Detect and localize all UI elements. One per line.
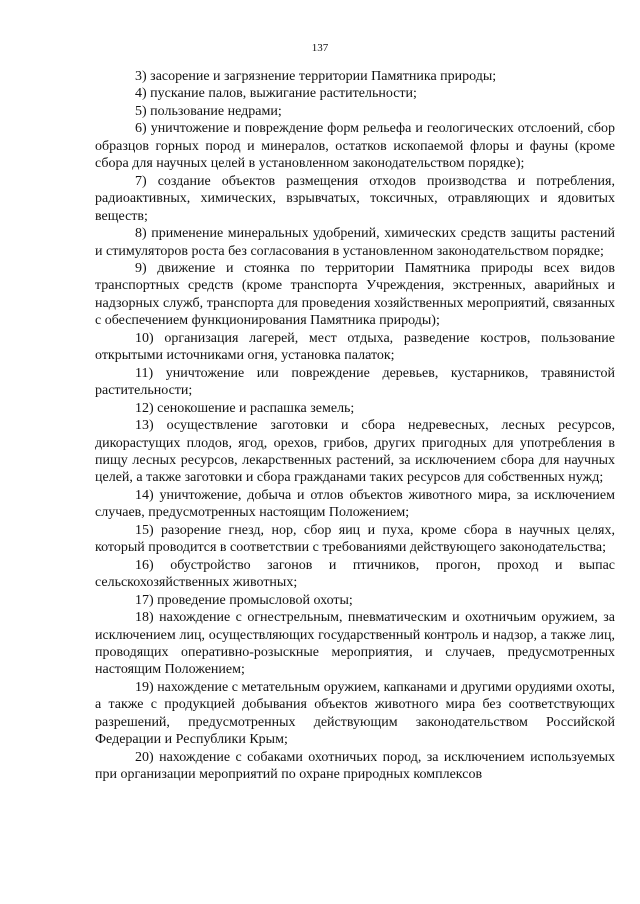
- paragraph-item-3: 3) засорение и загрязнение территории Памятника природы;: [135, 69, 497, 84]
- paragraph-item-17: 17) проведение промысловой охоты;: [135, 592, 353, 608]
- page-number: 137: [311, 42, 329, 54]
- paragraph-item-9: 9) движение и стоянка по территории Памятника природы всех видов транспортных средств (кроме транспорта Учреждения, экстренных, аварийных и надзорных служб, транспорта для проведения хозяйственных мероприятий, связанных с обеспечением функционирования Памятника природы);: [95, 260, 615, 329]
- paragraph-item-11: 11) уничтожение или повреждение деревьев, кустарников, травянистой растительности;: [95, 365, 615, 399]
- paragraph-item-5: 5) пользование недрами;: [135, 103, 282, 119]
- paragraph-item-16: 16) обустройство загонов и птичников, прогон, проход и выпас сельскохозяйственных животных;: [95, 557, 615, 591]
- paragraph-item-18: 18) нахождение с огнестрельным, пневматическим и охотничьим оружием, за исключением лиц, осуществляющих государственный контроль и надзор, а также лиц, проводящих оперативно-розыскные мероприятия, и случаев, предусмотренных настоящим Положением;: [95, 610, 615, 678]
- paragraph-item-8: 8) применение минеральных удобрений, химических средств защиты растений и стимуляторов роста без согласования в установленном законодательством порядке;: [95, 226, 615, 259]
- paragraph-item-14: 14) уничтожение, добыча и отлов объектов животного мира, за исключением случаев, предусмотренных настоящим Положением;: [95, 487, 615, 521]
- paragraph-item-20: 20) нахождение с собаками охотничьих пород, за исключением используемых при организации мероприятий по охране природных комплексов: [95, 749, 615, 783]
- paragraph-item-12: 12) сенокошение и распашка земель;: [135, 400, 355, 416]
- paragraph-item-13: 13) осуществление заготовки и сбора недревесных, лесных ресурсов, дикорастущих плодов, ягод, орехов, грибов, других пригодных для употребления в пищу лесных ресурсов, лекарственных растений, за исключением сбора для научных целей, а также заготовки и сбора гражданами таких ресурсов для собственных нужд;: [95, 418, 615, 486]
- paragraph-item-6: 6) уничтожение и повреждение форм рельефа и геологических отслоений, сбор образцов горных пород и минералов, остатков ископаемой флоры и фауны (кроме сбора для научных целей в установленном законодательством порядке);: [95, 121, 615, 172]
- paragraph-item-4: 4) пускание палов, выжигание растительности;: [135, 86, 417, 102]
- paragraph-item-15: 15) разорение гнезд, нор, сбор яиц и пуха, кроме сбора в научных целях, который проводится в соответствии с требованиями действующего законодательства;: [95, 522, 615, 556]
- paragraph-item-10: 10) организация лагерей, мест отдыха, разведение костров, пользование открытыми источниками огня, установка палаток;: [95, 330, 615, 364]
- document-body: [95, 68, 615, 784]
- paragraph-item-7: 7) создание объектов размещения отходов производства и потребления, радиоактивных, химических, взрывчатых, токсичных, отравляющих и ядовитых веществ;: [95, 173, 615, 224]
- paragraph-item-19: 19) нахождение с метательным оружием, капканами и другими орудиями охоты, а также с продукцией добывания объектов животного мира без соответствующих разрешений, предусмотренных действующим законодательством Российской Федерации и Республики Крым;: [95, 679, 615, 748]
